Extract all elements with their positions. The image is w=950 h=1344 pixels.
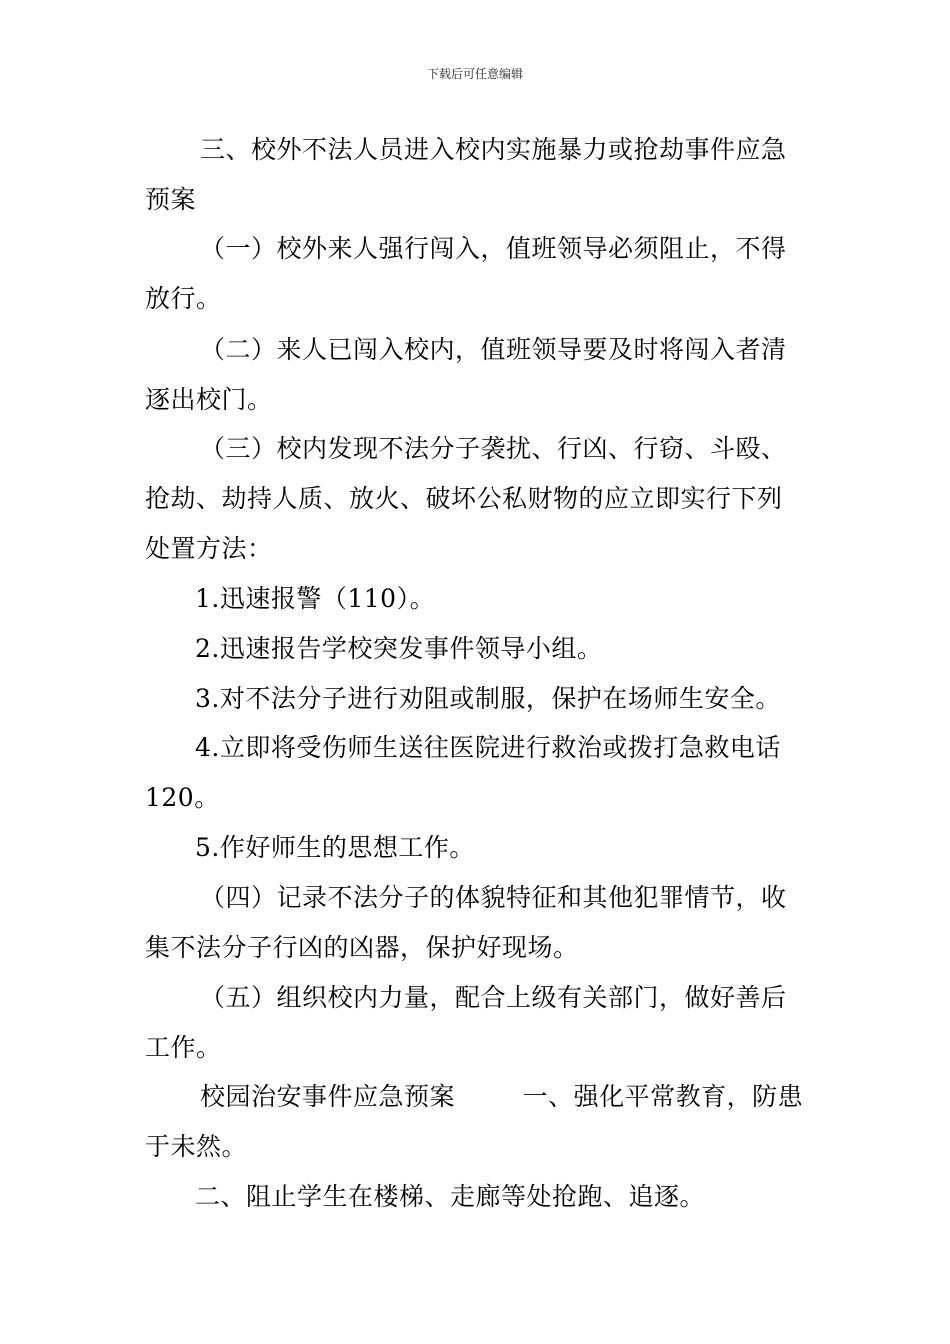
text-line: （三）校内发现不法分子袭扰、行凶、行窃、斗殴、 <box>200 434 787 463</box>
text-line: 二、阻止学生在楼梯、走廊等处抢跑、追逐。 <box>195 1182 706 1211</box>
text-line: 逐出校门。 <box>145 385 273 414</box>
text-line: 集不法分子行凶的凶器，保护好现场。 <box>145 933 579 962</box>
text-line: 放行。 <box>145 284 222 313</box>
text-line: （四）记录不法分子的体貌特征和其他犯罪情节，收 <box>200 883 787 912</box>
text-line: 抢劫、劫持人质、放火、破坏公私财物的应立即实行下列 <box>145 484 783 513</box>
list-item: 5.作好师生的思想工作。 <box>195 833 475 862</box>
text-line: （二）来人已闯入校内，值班领导要及时将闯入者清 <box>200 335 787 364</box>
text-line: （一）校外来人强行闯入，值班领导必须阻止，不得 <box>200 234 787 263</box>
list-item: 4.立即将受伤师生送往医院进行救治或拨打急救电话 <box>195 733 781 762</box>
text-line: 三、校外不法人员进入校内实施暴力或抢劫事件应急 <box>200 135 787 164</box>
text-line: 120。 <box>145 783 220 812</box>
text-line: （五）组织校内力量，配合上级有关部门，做好善后 <box>200 983 787 1012</box>
text-line: 处置方法： <box>145 534 273 563</box>
text-line: 校园治安事件应急预案 一、强化平常教育，防患 <box>200 1082 804 1111</box>
text-line: 工作。 <box>145 1033 222 1062</box>
header-note: 下载后可任意编辑 <box>426 67 523 81</box>
list-item: 3.对不法分子进行劝阻或制服，保护在场师生安全。 <box>195 684 781 713</box>
list-item: 1.迅速报警（110）。 <box>195 584 436 613</box>
text-line: 预案 <box>145 185 197 214</box>
list-item: 2.迅速报告学校突发事件领导小组。 <box>195 634 603 663</box>
text-line: 于未然。 <box>145 1132 248 1161</box>
